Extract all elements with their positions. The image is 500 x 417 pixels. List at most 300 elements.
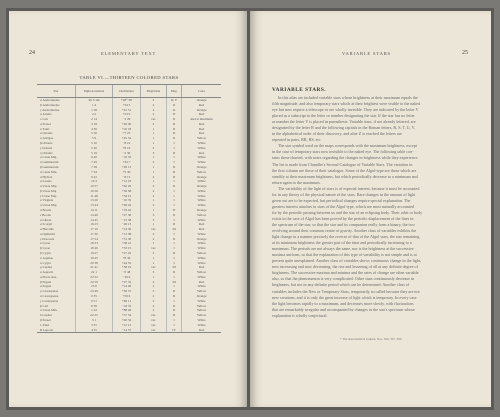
table-cell: I bbox=[167, 203, 182, 208]
table-cell: 2 bbox=[140, 232, 166, 237]
text-line: eye but now require a telescope or are wholly invisible. They are indicated by the letter V bbox=[272, 107, 419, 113]
table-cell: 10 57 bbox=[75, 184, 112, 189]
text-line: return again to the maximum. bbox=[272, 179, 321, 185]
table-cell: α Hydrae bbox=[40, 174, 53, 179]
table-cell: −18 32 bbox=[113, 304, 141, 309]
table-cell: γ Orionis bbox=[40, 145, 53, 150]
table-cell: I bbox=[167, 141, 182, 146]
table-cell: α Arietis bbox=[40, 112, 52, 117]
table-cell: 23 0 bbox=[75, 284, 112, 289]
table-cell: 2 bbox=[140, 175, 166, 180]
table-cell: 19 27 bbox=[75, 251, 112, 256]
table-cell: var. bbox=[140, 328, 166, 333]
table-cell: +44 55 bbox=[113, 261, 141, 266]
table-cell: α Andromedae bbox=[40, 98, 60, 102]
table-cell: −30 9 bbox=[113, 275, 141, 280]
table-cell: 23 49 bbox=[75, 289, 112, 294]
table-cell: 20 38 bbox=[75, 261, 112, 266]
table-cell: II bbox=[167, 151, 182, 156]
table-cell: β Lyrae bbox=[40, 246, 51, 251]
table-cell: +58 19 bbox=[113, 265, 141, 270]
table-cell: 22 25 bbox=[75, 313, 112, 318]
text-line: for by the periodic passing between us and the star of an eclipsing body. Their orbit or body bbox=[272, 209, 423, 215]
table-cell: II bbox=[167, 103, 182, 108]
table-cell: 2 bbox=[140, 284, 166, 289]
table-cell: α Tauri bbox=[40, 126, 50, 131]
table-cell: +38 41 bbox=[113, 241, 141, 246]
table-cell: II bbox=[167, 165, 182, 170]
table-cell: 5 19 bbox=[75, 151, 112, 156]
table-cell: β Persei bbox=[40, 317, 51, 322]
table-cell: 2 bbox=[140, 108, 166, 113]
text-line: the light becomes rapidly to a maximum, and decreases more slowly, with fluctuations bbox=[272, 300, 414, 306]
table-cell: 17 30 bbox=[75, 232, 112, 237]
text-line: variables includes the New or Temporary Stars, temporarily so called because they are not bbox=[272, 288, 420, 294]
table-cell: −14 57 bbox=[113, 328, 141, 333]
table-cell: 1 bbox=[140, 155, 166, 160]
table-cell: I bbox=[167, 318, 182, 323]
table-cell: β Orionis bbox=[40, 141, 53, 146]
table-cell: 22 52 bbox=[75, 275, 112, 280]
table-cell: α Ophiuchi bbox=[40, 231, 55, 236]
table-cell: β Geminorum bbox=[40, 164, 59, 169]
table-cell: α Geminorum bbox=[40, 160, 59, 165]
table-cell: 18 46 bbox=[75, 246, 112, 251]
table-cell: 2 bbox=[140, 146, 166, 151]
table-cell: Red bbox=[182, 280, 221, 285]
table-cell: White bbox=[182, 232, 221, 237]
running-head-left: ELEMENTARY TEXT bbox=[101, 51, 157, 56]
table-cell: Red bbox=[182, 103, 221, 108]
table-cell: I bbox=[167, 323, 182, 328]
table-cell: 3 55 bbox=[75, 323, 112, 328]
table-cell: +45 54 bbox=[113, 136, 141, 141]
table-cell: −15 38 bbox=[113, 218, 141, 223]
table-cell: α Canis Maj. bbox=[40, 155, 58, 160]
table-cell: 2 bbox=[140, 304, 166, 309]
table-cell: α Ursae Min. bbox=[40, 308, 58, 313]
text-line: present quite unexplained. Another class of variables shows continuous change in the light, bbox=[272, 258, 422, 264]
table-cell: μ Cephei bbox=[40, 265, 52, 270]
table-cell: 2 bbox=[140, 160, 166, 165]
text-line: placed as a subscript to the letter or number designating the star. If the star has no letter bbox=[272, 113, 415, 119]
table-cell: β Cygni bbox=[40, 251, 51, 255]
text-line: in the alphabetical order of their discovery, and after Z is reached the letters are bbox=[272, 131, 402, 137]
table-cell: +14 30 bbox=[113, 227, 141, 232]
table-cell: Red bbox=[182, 122, 221, 127]
table-cell: +8 36 bbox=[113, 256, 141, 261]
table-cell: Yellow bbox=[182, 136, 221, 141]
text-line: the first column are those of their catalogue. Some of the Algol-type are those which are bbox=[272, 167, 417, 173]
table-cell: 5 10 bbox=[75, 141, 112, 146]
table-cell: 2 bbox=[140, 103, 166, 108]
table-cell: 2 bbox=[140, 112, 166, 117]
table-cell: +60 11 bbox=[113, 299, 141, 304]
text-line: also, so that the phenomenon is very complicated. Other stars continuously decrease in bbox=[272, 276, 415, 282]
open-book bbox=[6, 8, 494, 410]
footnote: * The Astronomical Journal, Nos. 300, 307, 309. bbox=[340, 337, 403, 341]
table-cell: II bbox=[167, 117, 182, 122]
table-cell: White bbox=[182, 323, 221, 328]
table-cell: +27 30 bbox=[113, 213, 141, 218]
table-cell: I bbox=[167, 275, 182, 280]
table-cell: 2 bbox=[140, 280, 166, 285]
table-cell: IV bbox=[167, 328, 182, 333]
table-cell: 1 bbox=[140, 136, 166, 141]
table-cell: 3 bbox=[140, 151, 166, 156]
table-cell: II bbox=[167, 313, 182, 318]
table-cell: +6 16 bbox=[113, 146, 141, 151]
table-cell: White bbox=[182, 218, 221, 223]
table-cell: White bbox=[182, 179, 221, 184]
table-cell: +5 30 bbox=[113, 170, 141, 175]
table-cell: 2 bbox=[140, 194, 166, 199]
table-cell: Orange bbox=[182, 237, 221, 242]
table-cell: var. bbox=[140, 117, 166, 122]
table-cell: Orange bbox=[182, 98, 221, 103]
table-cell: 16 23 bbox=[75, 222, 112, 227]
table-cell: +33 15 bbox=[113, 246, 141, 251]
table-cell: η Orionis bbox=[40, 150, 53, 155]
table-cell: 1 bbox=[140, 127, 166, 132]
table-cell: 7 34 bbox=[75, 170, 112, 175]
table-cell: 0h 3.1m bbox=[75, 98, 112, 103]
table-cell: Red bbox=[182, 131, 221, 136]
table-cell: I bbox=[167, 241, 182, 246]
table-cell: var. bbox=[140, 318, 166, 323]
table-cell: 2 2 bbox=[75, 112, 112, 117]
table-cell: α Cassiopeiae bbox=[40, 294, 59, 299]
table-cell: α Aurigae bbox=[40, 136, 54, 141]
table-cell: var. bbox=[140, 323, 166, 328]
table-cell: III bbox=[167, 265, 182, 270]
table-cell: 3 1 bbox=[75, 318, 112, 323]
table-cell: ε Bootis bbox=[40, 212, 51, 217]
table-cell: α Ursae Maj. bbox=[40, 184, 58, 189]
table-cell: +27 45 bbox=[113, 251, 141, 256]
text-line: repeated in pairs, RR, RS, etc. bbox=[272, 137, 322, 143]
table-cell: I bbox=[167, 261, 182, 266]
text-line: maxima uniform, so that the explanation of this type of variability is not simple and is at bbox=[272, 252, 417, 258]
table-cell: 18 33 bbox=[75, 241, 112, 246]
table-cell: γ Cassiopeiae bbox=[40, 298, 59, 303]
table-cell: 6 40 bbox=[75, 155, 112, 160]
table-cell: +51 30 bbox=[113, 237, 141, 242]
table-cell: White bbox=[182, 246, 221, 251]
table-cell: β Pegasi bbox=[40, 279, 52, 284]
table-cell: +88 46 bbox=[113, 308, 141, 313]
text-line: revolving around their common centre of gravity. Another class of variables exhibits the bbox=[272, 228, 417, 234]
colored-stars-table bbox=[37, 84, 221, 333]
table-cell: II bbox=[167, 170, 182, 175]
table-cell: I bbox=[167, 284, 182, 289]
table-cell: Orange bbox=[182, 208, 221, 213]
text-line: greatest interest attaches to stars of the Algol-type, which are most naturally accounted bbox=[272, 203, 414, 209]
text-line: at its minimum brightness the greater part of the time and periodically increasing to a bbox=[272, 240, 412, 246]
table-cell: α Aquilae bbox=[40, 255, 53, 260]
table-cell: 2 bbox=[140, 299, 166, 304]
table-cell: Orange bbox=[182, 165, 221, 170]
table-cell: +40 34 bbox=[113, 318, 141, 323]
table-cell: α Pegasi bbox=[40, 284, 52, 289]
table-cell: 17 54 bbox=[75, 237, 112, 242]
table-cell: II bbox=[167, 294, 182, 299]
table-cell: 10 3 bbox=[75, 179, 112, 184]
table-cell: 1 bbox=[140, 261, 166, 266]
table-cell: 1 bbox=[140, 198, 166, 203]
table-cell: α Bootis bbox=[40, 207, 52, 212]
table-cell: Red bbox=[182, 265, 221, 270]
text-line: designated by the letter R and the following capitals in the Roman letters, R, S, T, U, V, bbox=[272, 125, 416, 131]
table-cell: I bbox=[167, 194, 182, 199]
table-cell: α Aquarii bbox=[40, 270, 53, 275]
table-cell: 2 bbox=[140, 189, 166, 194]
table-cell: 2 bbox=[140, 294, 166, 299]
table-cell: Orange bbox=[182, 294, 221, 299]
text-line: steadily at their maximum brightness, but which periodically decrease to a minimum and bbox=[272, 173, 418, 179]
table-cell: 1 22 bbox=[75, 308, 112, 313]
table-cell: 1 bbox=[140, 165, 166, 170]
table-cell: α Virginis bbox=[40, 198, 54, 203]
table-cell: 5 50 bbox=[75, 131, 112, 136]
table-cell: 22 59 bbox=[75, 280, 112, 285]
text-line: now increasing and now decreasing, the rise and lessening of all at any definite degree of bbox=[272, 264, 418, 270]
table-cell: White bbox=[182, 261, 221, 266]
table-cell: Orange bbox=[182, 184, 221, 189]
table-cell: 22 1 bbox=[75, 270, 112, 275]
table-cell: ρ Cassiopeiae bbox=[40, 289, 59, 294]
body-text bbox=[272, 95, 470, 319]
table-cell: 2 bbox=[140, 98, 166, 103]
table-cell: I bbox=[167, 146, 182, 151]
table-cell: +41 51 bbox=[113, 108, 141, 113]
table-cell: White bbox=[182, 160, 221, 165]
table-cell: α Herculis bbox=[40, 227, 54, 232]
table-cell: III bbox=[167, 280, 182, 285]
table-cell: γ Ursae Maj. bbox=[40, 193, 57, 198]
table-cell: 4 30 bbox=[75, 127, 112, 132]
table-cell: I bbox=[167, 299, 182, 304]
table-cell: I bbox=[167, 246, 182, 251]
table-cell: 1 4 bbox=[75, 103, 112, 108]
table-cell: 1 bbox=[140, 131, 166, 136]
table-cell: White bbox=[182, 141, 221, 146]
text-line: for in any theory of the physical nature of the stars. Rare changes in the amount of light bbox=[272, 191, 416, 197]
table-cell: White bbox=[182, 198, 221, 203]
table-cell: α Persei bbox=[40, 121, 51, 126]
table-cell: −8 19 bbox=[113, 141, 141, 146]
table-cell: R Leporis bbox=[37, 328, 75, 333]
table-title: TABLE VI.—THIRTEEN COLORED STARS bbox=[79, 75, 179, 80]
table-cell: +49 44 bbox=[113, 203, 141, 208]
table-cell: +62 20 bbox=[113, 184, 141, 189]
table-cell: I bbox=[167, 160, 182, 165]
table-cell: Red at minimum bbox=[182, 117, 221, 122]
table-cell: II bbox=[167, 184, 182, 189]
table-cell: α Piscis Aus. bbox=[40, 274, 58, 279]
table-cell: II bbox=[167, 175, 182, 180]
table-cell: 1 bbox=[140, 241, 166, 246]
table-cell: var. bbox=[140, 265, 166, 270]
table-header-cell: Mag. bbox=[167, 85, 182, 98]
text-line: the spectrum of the star, so that the star and its companion really form a binary, the two bbox=[272, 221, 415, 227]
table-cell: +54 15 bbox=[113, 194, 141, 199]
table-cell: 13 44 bbox=[75, 203, 112, 208]
section-title: VARIABLE STARS. bbox=[272, 87, 327, 93]
table-cell: −8 15 bbox=[113, 175, 141, 180]
table-cell: II bbox=[167, 308, 182, 313]
table-cell: II bbox=[167, 122, 182, 127]
left-page bbox=[9, 11, 247, 407]
table-header-cell: Declination bbox=[113, 85, 141, 98]
table-cell: 13 20 bbox=[75, 198, 112, 203]
text-line: brightness. The successive maxima and minima and the rates of change are often variable bbox=[272, 270, 419, 276]
table-cell: II bbox=[167, 289, 182, 294]
table-cell: 1 bbox=[140, 170, 166, 175]
table-cell: II bbox=[167, 136, 182, 141]
table-cell: Red bbox=[182, 328, 221, 333]
table-cell: I bbox=[167, 256, 182, 261]
table-cell: Red bbox=[182, 112, 221, 117]
table-cell: 2 bbox=[140, 184, 166, 189]
table-cell: II bbox=[167, 108, 182, 113]
table-cell: I bbox=[167, 155, 182, 160]
table-cell: α Librae bbox=[40, 217, 52, 222]
table-cell: 9 22 bbox=[75, 175, 112, 180]
table-cell: 4 55 bbox=[75, 328, 112, 333]
table-cell: I bbox=[167, 232, 182, 237]
table-cell: 2 bbox=[140, 237, 166, 242]
table-cell: var. bbox=[140, 246, 166, 251]
table-cell: 5 20 bbox=[75, 146, 112, 151]
table-cell: Yellow bbox=[182, 251, 221, 256]
table-cell: I bbox=[167, 189, 182, 194]
table-cell: α Cygni bbox=[40, 260, 51, 265]
table-cell: Red bbox=[182, 222, 221, 227]
table-cell: Yellow bbox=[182, 170, 221, 175]
table-cell: −10 35 bbox=[113, 198, 141, 203]
table-cell: +7 23 bbox=[113, 131, 141, 136]
table-cell: Red bbox=[182, 151, 221, 156]
table-header-cell: Color bbox=[182, 85, 221, 98]
text-line: light change in a manner precisely the reverse of that of the Algol stars, the star remaining bbox=[272, 234, 420, 240]
table-cell: α Orionis bbox=[40, 131, 53, 136]
table-cell: α Lyrae bbox=[40, 241, 51, 246]
table-cell: −3 26 bbox=[113, 117, 141, 122]
text-line: The variability of the light of stars is of especial interest, because it must be accounted bbox=[278, 185, 420, 191]
table-cell: 1 bbox=[140, 141, 166, 146]
table-cell: 0 51 bbox=[75, 299, 112, 304]
table-cell: +19 42 bbox=[113, 208, 141, 213]
table-cell: +32 7 bbox=[113, 160, 141, 165]
table-cell: 1 58 bbox=[75, 108, 112, 113]
table-cell: I bbox=[167, 179, 182, 184]
text-line: The star symbol used on the maps corresponds with the maximum brightness, except bbox=[278, 143, 418, 149]
table-cell: 21 41 bbox=[75, 265, 112, 270]
table-cell: 17 10 bbox=[75, 227, 112, 232]
table-cell: α Scorpii bbox=[40, 222, 53, 227]
table-cell: 14 40 bbox=[75, 213, 112, 218]
table-cell: Yellow bbox=[182, 313, 221, 318]
table-cell: II bbox=[167, 251, 182, 256]
text-line: exists in the case of Algol has been proved by the periodic displacement of the lines in bbox=[272, 215, 414, 221]
table-cell: Yellow bbox=[182, 289, 221, 294]
table-cell: White bbox=[182, 299, 221, 304]
table-cell: var. bbox=[140, 227, 166, 232]
table-cell: 1 bbox=[140, 208, 166, 213]
table-cell: White bbox=[182, 256, 221, 261]
text-line: maximum. The periods are not always the same, nor is the brightness at the successive bbox=[272, 246, 414, 252]
table-cell: 5 bbox=[140, 289, 166, 294]
table-cell: White bbox=[182, 194, 221, 199]
text-line: tains those charted, with notes regarding the changes in brightness while they experience. bbox=[272, 155, 419, 161]
table-cell: 14 45 bbox=[75, 218, 112, 223]
table-cell: II bbox=[167, 222, 182, 227]
table-cell: 2 bbox=[140, 122, 166, 127]
table-header-cell: Star bbox=[37, 85, 75, 98]
table-cell: +12 23 bbox=[113, 179, 141, 184]
table-cell: Red bbox=[182, 227, 221, 232]
table-cell: 7 29 bbox=[75, 160, 112, 165]
table-cell: 10 56 bbox=[75, 189, 112, 194]
table-cell: II bbox=[167, 208, 182, 213]
table-cell: White bbox=[182, 189, 221, 194]
text-line: or number the letter V is placed in parenthesis. Variable stars, if not already lettered, are bbox=[272, 119, 416, 125]
table-cell: I bbox=[167, 198, 182, 203]
table-cell: White bbox=[182, 203, 221, 208]
table-row bbox=[37, 328, 221, 333]
table-cell: α Canis Min. bbox=[40, 169, 58, 174]
table-cell: 2 14 bbox=[75, 117, 112, 122]
table-cell: β Ursae Maj. bbox=[40, 188, 58, 193]
table-cell: +34 5 bbox=[113, 103, 141, 108]
text-line: new creations, and it is only the great increase of light which is temporary. In every case bbox=[272, 294, 417, 300]
table-cell: 2 bbox=[140, 308, 166, 313]
table-cell: Red bbox=[182, 127, 221, 132]
table-cell: Yellow bbox=[182, 308, 221, 313]
table-cell: 1 bbox=[140, 179, 166, 184]
table-cell: 1 bbox=[140, 222, 166, 227]
page-number-left: 24 bbox=[29, 50, 35, 56]
table-cell: White bbox=[182, 318, 221, 323]
table-cell: 7 39 bbox=[75, 165, 112, 170]
table-cell: +23 0 bbox=[113, 112, 141, 117]
table-cell: λ Tauri bbox=[40, 322, 50, 327]
table-cell: Yellow bbox=[182, 213, 221, 218]
table-cell: 14 11 bbox=[75, 208, 112, 213]
table-cell: II bbox=[167, 112, 182, 117]
table-cell: +56 57 bbox=[113, 289, 141, 294]
table-cell: II bbox=[167, 213, 182, 218]
running-head-right: VARIABLE STARS bbox=[342, 51, 391, 56]
table-cell: +12 38 bbox=[113, 232, 141, 237]
text-line: brightness, but not in any definite period which can be determined. Another class of bbox=[272, 282, 410, 288]
table-cell: γ Draconis bbox=[40, 236, 55, 241]
table-cell: var. bbox=[140, 313, 166, 318]
text-line: fifth magnitude, and also temporary stars which at their brightest were visible to the naked bbox=[272, 101, 421, 107]
table-cell: II bbox=[167, 131, 182, 136]
table-cell: Yellow bbox=[182, 304, 221, 309]
table-cell: +56 58 bbox=[113, 189, 141, 194]
table-cell: White bbox=[182, 275, 221, 280]
table-cell: 11 48 bbox=[75, 194, 112, 199]
text-line: in the case of temporary stars now invisible to the naked eye. The following table con- bbox=[272, 149, 414, 155]
table-cell: 3 bbox=[140, 270, 166, 275]
table-cell: II bbox=[167, 237, 182, 242]
text-line: given out are to be expected, but periodical changes require special explanation. The bbox=[272, 197, 411, 203]
table-cell: 0 35 bbox=[75, 294, 112, 299]
table-cell: 1 bbox=[140, 256, 166, 261]
